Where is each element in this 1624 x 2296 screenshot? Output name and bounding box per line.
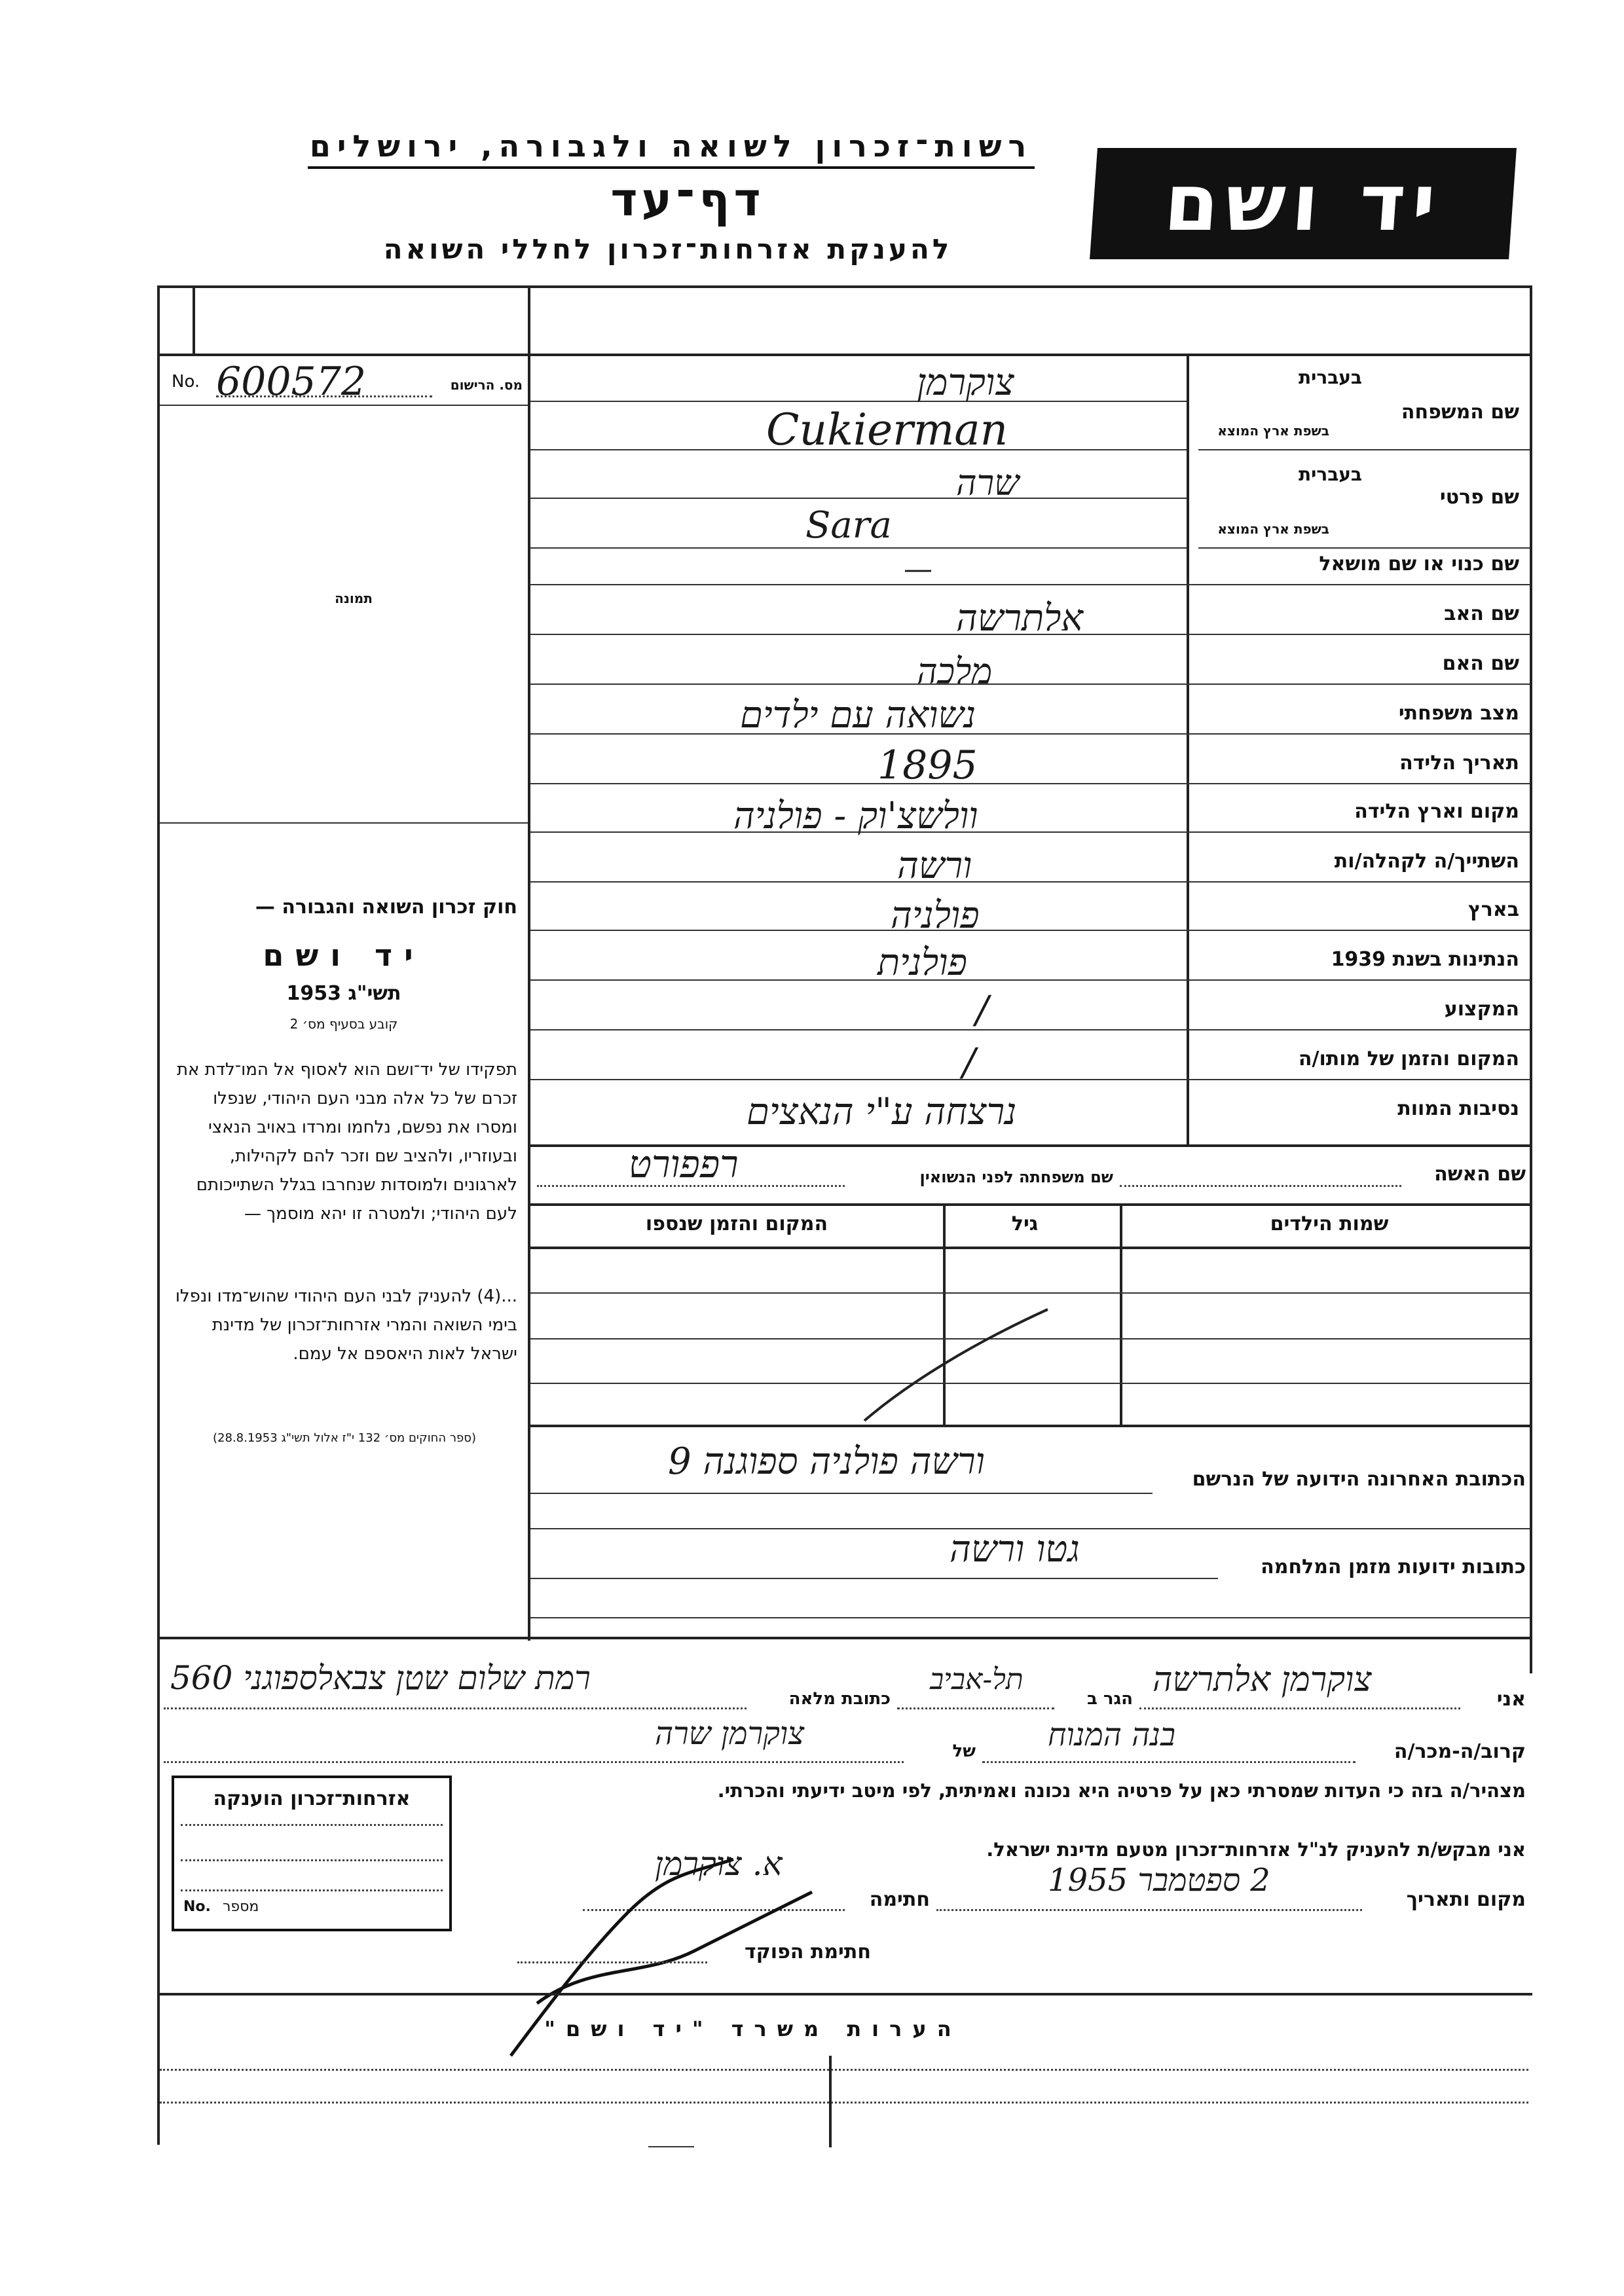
form-subtitle: להענקת אזרחות־זכרון לחללי השואה (383, 233, 953, 265)
label-war-addresses: כתובות ידועות מזמן המלחמה (1261, 1556, 1526, 1578)
label-of: של (952, 1741, 976, 1761)
wife-dots (1120, 1185, 1401, 1187)
law-name: יד ושם (263, 938, 425, 973)
grant-box-rule (181, 1859, 443, 1861)
children-cross-out (858, 1303, 1054, 1434)
value-nickname: — (904, 553, 932, 586)
label-i: אני (1496, 1688, 1526, 1711)
label-full-address: כתובת מלאה (788, 1689, 891, 1709)
relation-dots (982, 1761, 1356, 1763)
remarks-line (160, 2102, 1528, 2104)
authority-name: רשות־זכרון לשואה ולגבורה, ירושלים (308, 128, 1035, 169)
rule-citizenship (1187, 979, 1530, 981)
value-death-place-time: / (963, 1040, 976, 1084)
value-birth-date: 1895 (877, 742, 978, 788)
rule-father (1187, 634, 1530, 635)
registration-number: 600572 (216, 359, 367, 405)
maiden-dots (537, 1185, 845, 1187)
label-citizenship: הנתינות בשנת 1939 (1331, 948, 1519, 971)
label-origin-lang-1: בשפת ארץ המוצא (1217, 423, 1329, 439)
divider-top-cell (193, 285, 195, 354)
label-in-hebrew-1: בעברית (1298, 367, 1362, 388)
frame-top (157, 285, 1532, 288)
rule-country (1187, 930, 1530, 931)
registration-no-label: No. (172, 372, 200, 392)
writing-line (530, 1029, 1187, 1030)
rule-first (1198, 547, 1530, 549)
label-officer-signature: חתימת הפוקד (745, 1941, 871, 1963)
date-dots (936, 1909, 1362, 1911)
label-country: בארץ (1467, 898, 1519, 921)
declaration-text: מצהיר/ה בזה כי העדות שמסרתי כאן על פרטיה היא נכונה ואמיתית, לפי מיטב ידיעתי והכרתי. (717, 1779, 1526, 1802)
label-community: השתייך/ה לקהלה/ות (1334, 850, 1519, 873)
value-profession: / (976, 987, 989, 1032)
rule-nickname (1187, 584, 1530, 585)
logo-text: יד ושם (1161, 158, 1445, 249)
grant-box (172, 1776, 452, 1931)
divider-left-column (528, 285, 530, 1641)
label-place-date: מקום ותאריך (1406, 1888, 1526, 1911)
photo-label: תמונה (335, 591, 373, 606)
grant-box-title: אזרחות־זכרון הוענקה (213, 1787, 411, 1810)
divider-children-2 (1120, 1203, 1122, 1426)
label-wife: שם האשה (1434, 1163, 1526, 1186)
rule-mother (1187, 683, 1530, 685)
witness-name-dots (1139, 1707, 1460, 1709)
label-marital: מצב משפחתי (1398, 702, 1519, 725)
rule-birth-place (1187, 831, 1530, 833)
grant-box-rule (181, 1824, 443, 1826)
registration-label: מס. הרישום (450, 377, 523, 393)
frame-right (1530, 285, 1532, 1673)
value-date: 2 ספטמבר 1955 (1048, 1862, 1270, 1899)
value-relation: בנה המנוח (1048, 1717, 1175, 1753)
value-first-name-heb: שרה (956, 462, 1020, 503)
value-community: ורשה (897, 845, 972, 887)
header-age: גיל (1011, 1212, 1039, 1235)
label-death-circumstances: נסיבות המוות (1397, 1097, 1519, 1120)
label-birth-place: מקום וארץ הלידה (1354, 800, 1519, 823)
rule-remarks-top (157, 1993, 1532, 1995)
law-reference: (ספר החוקים מס׳ 132 י"ז אלול תשי"ג 28.8.1953) (213, 1431, 476, 1445)
rule-children-header (528, 1247, 1532, 1249)
value-death-circumstances: נרצחה ע"י הנאצים (747, 1091, 1017, 1133)
value-citizenship: פולנית (877, 941, 967, 984)
value-relation-of: צוקרמן שרה (655, 1715, 805, 1752)
value-witness-city: תל-אביב (930, 1663, 1024, 1696)
photo-bottom (160, 822, 528, 824)
photo-top (160, 405, 528, 406)
writing-line (530, 683, 1187, 685)
top-cell-bottom (157, 354, 1532, 356)
rule-community (1187, 881, 1530, 883)
rule-addresses-bottom (157, 1637, 1532, 1639)
witness-city-dots (897, 1707, 1054, 1709)
frame-left (157, 285, 160, 2145)
label-living-in: הגר ב (1086, 1689, 1133, 1709)
header-children-names: שמות הילדים (1270, 1212, 1389, 1235)
law-year: תשי"ג 1953 (286, 982, 401, 1005)
remarks-divider (829, 2056, 832, 2147)
children-row (530, 1292, 1530, 1294)
address-line (530, 1578, 1218, 1579)
value-last-address: ורשה פולניה ספוגנה 9 (668, 1440, 985, 1483)
law-title: חוק זכרון השואה והגבורה — (255, 896, 517, 919)
rule-children-top (528, 1203, 1532, 1206)
rule-family (1198, 449, 1530, 450)
writing-line (530, 1079, 1187, 1080)
officer-dots (517, 1961, 707, 1963)
cross-out-stroke (864, 1309, 1048, 1421)
remarks-title: הערות משרד "יד ושם" (544, 2016, 962, 2041)
label-origin-lang-2: בשפת ארץ המוצא (1217, 521, 1329, 537)
label-in-hebrew-2: בעברית (1298, 464, 1362, 485)
grant-box-no: No. (183, 1899, 211, 1915)
grant-box-rule (181, 1889, 443, 1891)
rule-birth-date (1187, 783, 1530, 784)
relation-of-dots (164, 1761, 904, 1763)
label-first-name: שם פרטי (1439, 486, 1519, 509)
value-witness-name: צוקרמן אלתרשה (1153, 1660, 1372, 1700)
value-country: פולניה (891, 894, 980, 937)
yad-vashem-logo (1090, 148, 1517, 259)
form-title: דף־עד (610, 173, 765, 227)
rule-profession (1187, 1029, 1530, 1030)
address-line (530, 1617, 1530, 1618)
remarks-line (160, 2069, 1528, 2071)
label-profession: המקצוע (1444, 998, 1519, 1021)
label-father: שם האב (1444, 602, 1519, 625)
writing-line (530, 498, 1187, 499)
value-mother: מלכה (917, 651, 993, 692)
writing-line (530, 584, 1187, 585)
law-sub: קובע בסעיף מס׳ 2 (289, 1016, 398, 1032)
registration-dots (216, 395, 432, 397)
rule-death-place (1187, 1079, 1530, 1080)
label-last-address: הכתובת האחרונה הידועה של הנרשם (1192, 1468, 1526, 1491)
value-family-name-heb: צוקרמן (917, 361, 1014, 404)
label-relative: קרוב/ה-מכר/ה (1393, 1740, 1526, 1763)
label-birth-date: תאריך הלידה (1399, 752, 1519, 774)
address-line (530, 1493, 1153, 1494)
writing-line (530, 930, 1187, 931)
request-text: אני מבקש/ת להעניק לנ"ל אזרחות־זכרון מטעם מדינת ישראל. (986, 1838, 1526, 1861)
law-paragraph-2: ...(4) להעניק לבני העם היהודי שהוש־מדו ונפלו בימי השואה והמרי אזרחות־זכרון של מדינת ישראל לאות היאספם אל עמם. (175, 1286, 517, 1364)
label-signature: חתימה (869, 1888, 930, 1911)
label-death-place-time: המקום והזמן של מותו/ה (1298, 1048, 1519, 1070)
divider-labels-column (1187, 354, 1189, 1146)
writing-line (530, 547, 1187, 549)
value-marital: נשואה עם ילדים (740, 694, 976, 737)
header-children-death: המקום והזמן שנספו (645, 1212, 828, 1235)
writing-line (530, 979, 1187, 981)
value-birth-place: וולשצ'וק - פולניה (733, 795, 978, 837)
rule-marital (1187, 733, 1530, 735)
value-family-name-orig: Cukierman (766, 405, 1008, 455)
value-first-name-orig: Sara (805, 504, 892, 547)
label-family-name: שם המשפחה (1401, 401, 1519, 424)
writing-line (530, 881, 1187, 883)
writing-line (530, 783, 1187, 784)
value-father: אלתרשה (956, 597, 1083, 640)
label-mother: שם האם (1442, 652, 1519, 675)
law-paragraph-1: תפקידו של יד־ושם הוא לאסוף אל המו־לדת את זכרם של כל אלה מבני העם היהודי, שנפלו ומסרו את נפשם, נלחמו ומרדו באויב הנאצי ובעוזריו, ולהציב שם וזכר להם לקהילות, לארגונים ולמוסדות שנחרבו בגלל השתייכותם לעם היהודי; ולמטרה זו יהא מוסמך — (176, 1060, 517, 1224)
value-maiden-name: רפפורט (629, 1142, 739, 1186)
value-war-addresses: גטו ורשה (950, 1528, 1080, 1571)
remarks-short-rule (648, 2146, 694, 2147)
value-witness-address: רמת שלום שטן צבאלספוגני 560 (170, 1659, 591, 1697)
writing-line (530, 401, 1187, 402)
grant-box-number-label: מספר (223, 1899, 259, 1915)
value-signature: א. צוקרמן (655, 1845, 783, 1883)
witness-address-dots (164, 1707, 747, 1709)
label-nickname: שם כנוי או שם מושאל (1319, 553, 1519, 575)
label-maiden-name: שם משפחתה לפני הנשואין (919, 1168, 1113, 1186)
writing-line (530, 634, 1187, 635)
